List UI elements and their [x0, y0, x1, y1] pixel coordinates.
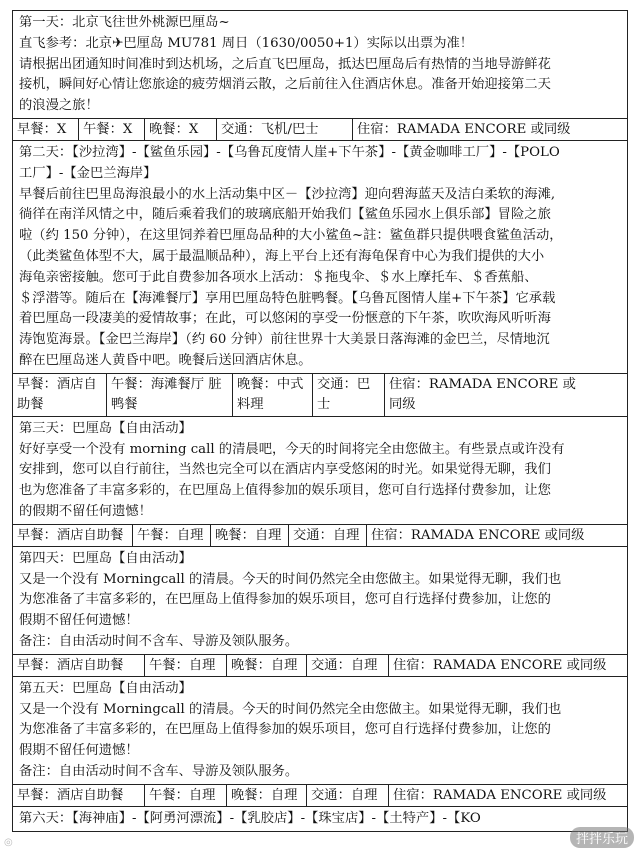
day3-text-line: 安排到，您可以自行前往，当然也完全可以在酒店内享受悠闲的时光。如果觉得无聊，我们: [19, 462, 551, 478]
lunch-line: 鸭餐: [111, 396, 138, 412]
breakfast-cell: 早餐：X: [13, 119, 79, 140]
day2-text-line: 徜徉在南洋风情之中，随后乘着我们的玻璃底船开始我们【鲨鱼乐园水上俱乐部】冒险之旅: [19, 207, 551, 223]
breakfast-line: 早餐：酒店自: [17, 376, 97, 392]
dinner-line: 料理: [237, 396, 264, 412]
hotel-cell: 住宿：RAMADA ENCORE 或同级: [357, 121, 571, 137]
dinner-cell: 晚餐：自理: [227, 785, 307, 806]
transport-cell: 交通：飞机/巴士: [217, 119, 353, 140]
day5-text-line: 为您准备了丰富多彩的，在巴厘岛上值得参加的娱乐项目，您可自行选择付费参加，让您的: [19, 722, 551, 738]
day4-title: 第四天：巴厘岛【自由活动】: [19, 550, 192, 566]
hotel-line: 同级: [389, 396, 416, 412]
breakfast-cell: [13, 374, 107, 416]
watermark-badge: 拌拌乐玩: [570, 827, 634, 848]
day2-text-line: 海龟亲密接触。您可于此自费参加各项水上活动：＄拖曳伞、＄水上摩托车、＄香蕉船、: [19, 269, 538, 285]
day2-title: 第二天：【沙拉湾】-【鲨鱼乐园】-【乌鲁瓦度情人崖+下午茶】-【黄金咖啡工厂】-【POLO: [19, 144, 560, 160]
day2-text-line: 着巴厘岛一段凄美的爱情故事；在此，可以悠闲的享受一份惬意的下午茶，吹吹海风听听海: [19, 311, 551, 327]
day5-text-line: 假期不留任何遗憾！: [19, 743, 139, 759]
day4-text-line: 为您准备了丰富多彩的，在巴厘岛上值得参加的娱乐项目，您可自行选择付费参加，让您的: [19, 592, 551, 608]
day4-description: [13, 547, 627, 655]
lunch-cell: [107, 374, 233, 416]
day4-meals-row: [13, 655, 627, 677]
day5-note: 备注：自由活动时间不含车、导游及领队服务。: [19, 763, 299, 779]
day3-title: 第三天：巴厘岛【自由活动】: [19, 420, 192, 436]
transport-line: 士: [317, 396, 331, 412]
transport-cell: [313, 374, 385, 416]
hotel-cell: [385, 374, 627, 416]
day4-note: 备注：自由活动时间不含车、导游及领队服务。: [19, 633, 299, 649]
day3-text-line: 也为您准备了丰富多彩的，在巴厘岛上值得参加的娱乐项目，您可自行选择付费参加，让您: [19, 483, 551, 499]
day6-title: 第六天：【海神庙】-【阿勇河漂流】-【乳胶店】-【珠宝店】-【土特产】-【KO: [19, 810, 481, 826]
lunch-cell: 午餐：X: [79, 119, 145, 140]
transport-cell: 交通：自理: [307, 655, 389, 676]
dinner-cell: 晚餐：自理: [227, 655, 307, 676]
day2-text-line: 涛饱览海景。【金巴兰海岸】（约 60 分钟）前往世界十大美景日落海滩的金巴兰，尽情地沉: [19, 332, 550, 348]
day4-text-line: 又是一个没有 Morningcall 的清晨。今天的时间仍然完全由您做主。如果觉得无聊，我们也: [19, 571, 562, 587]
dinner-cell: [233, 374, 313, 416]
day3-text-line: 好好享受一个没有 morning call 的清晨吧，今天的时间将完全由您做主。有些景点或许没有: [19, 441, 565, 457]
transport-cell: 交通：自理: [289, 525, 367, 546]
hotel-cell: 住宿：RAMADA ENCORE 或同级: [371, 527, 585, 543]
day5-title: 第五天：巴厘岛【自由活动】: [19, 680, 192, 696]
breakfast-cell: 早餐：酒店自助餐: [13, 525, 133, 546]
lunch-cell: 午餐：自理: [145, 785, 227, 806]
watermark-left-mark: ◎: [4, 837, 13, 848]
day2-title-cont: 工厂】-【金巴兰海岸】: [19, 165, 157, 181]
breakfast-line: 助餐: [17, 396, 44, 412]
day3-text-line: 的假期不留任何遗憾！: [19, 503, 152, 519]
day5-text-line: 又是一个没有 Morningcall 的清晨。今天的时间仍然完全由您做主。如果觉得无聊，我们也: [19, 701, 562, 717]
dinner-line: 晚餐：中式: [237, 376, 304, 392]
day2-description: [13, 141, 627, 374]
itinerary-table: [12, 10, 628, 832]
day6-description: [13, 807, 627, 831]
day2-text-line: （此类鲨鱼体型不大，属于最温顺品种），海上平台上还有海龟保育中心为我们提供的大小: [19, 248, 545, 264]
day2-text-line: ＄浮潜等。随后在【海滩餐厅】享用巴厘岛特色脏鸭餐。【乌鲁瓦图情人崖+下午茶】它承载: [19, 290, 556, 306]
day3-meals-row: [13, 525, 627, 547]
transport-line: 交通：巴: [317, 376, 371, 392]
day1-title: 第一天：北京飞往世外桃源巴厘岛~: [19, 15, 230, 30]
day5-description: [13, 677, 627, 785]
day5-meals-row: [13, 785, 627, 807]
hotel-cell: 住宿：RAMADA ENCORE 或同级: [393, 787, 607, 803]
day1-text-line: 请根据出团通知时间准时到达机场，之后直飞巴厘岛，抵达巴厘岛后有热情的当地导游鲜花: [19, 56, 551, 72]
dinner-cell: 晚餐：自理: [211, 525, 289, 546]
day2-meals-row: [13, 374, 627, 417]
breakfast-cell: 早餐：酒店自助餐: [13, 655, 145, 676]
day1-text-line: 的浪漫之旅！: [19, 98, 99, 114]
lunch-cell: 午餐：自理: [145, 655, 227, 676]
day2-text-line: 醉在巴厘岛迷人黄昏中吧。晚餐后送回酒店休息。: [19, 352, 312, 368]
day1-meals-row: [13, 119, 627, 141]
hotel-cell: 住宿：RAMADA ENCORE 或同级: [393, 657, 607, 673]
day1-description: [13, 11, 627, 119]
lunch-line: 午餐：海滩餐厅 脏: [111, 376, 222, 392]
day2-text-line: 啦（约 150 分钟），在这里饲养着巴厘岛品种的大小鲨鱼~註：鲨鱼群只提供喂食鲨鱼活动，: [19, 228, 563, 244]
day3-description: [13, 417, 627, 525]
dinner-cell: 晚餐：X: [145, 119, 217, 140]
transport-cell: 交通：自理: [307, 785, 389, 806]
breakfast-cell: 早餐：酒店自助餐: [13, 785, 145, 806]
day2-text-line: 早餐后前往巴里岛海浪最小的水上活动集中区－【沙拉湾】迎向碧海蓝天及洁白柔软的海滩,: [19, 186, 556, 202]
lunch-cell: 午餐：自理: [133, 525, 211, 546]
day4-text-line: 假期不留任何遗憾！: [19, 613, 139, 629]
day1-flight: 直飞参考：北京✈巴厘岛 MU781 周日（1630/0050+1）实际以出票为准！: [19, 35, 474, 51]
hotel-line: 住宿：RAMADA ENCORE 或: [389, 376, 576, 392]
day1-text-line: 接机，瞬间好心情让您旅途的疲劳烟消云散，之后前往入住酒店休息。准备开始迎接第二天: [19, 77, 551, 93]
